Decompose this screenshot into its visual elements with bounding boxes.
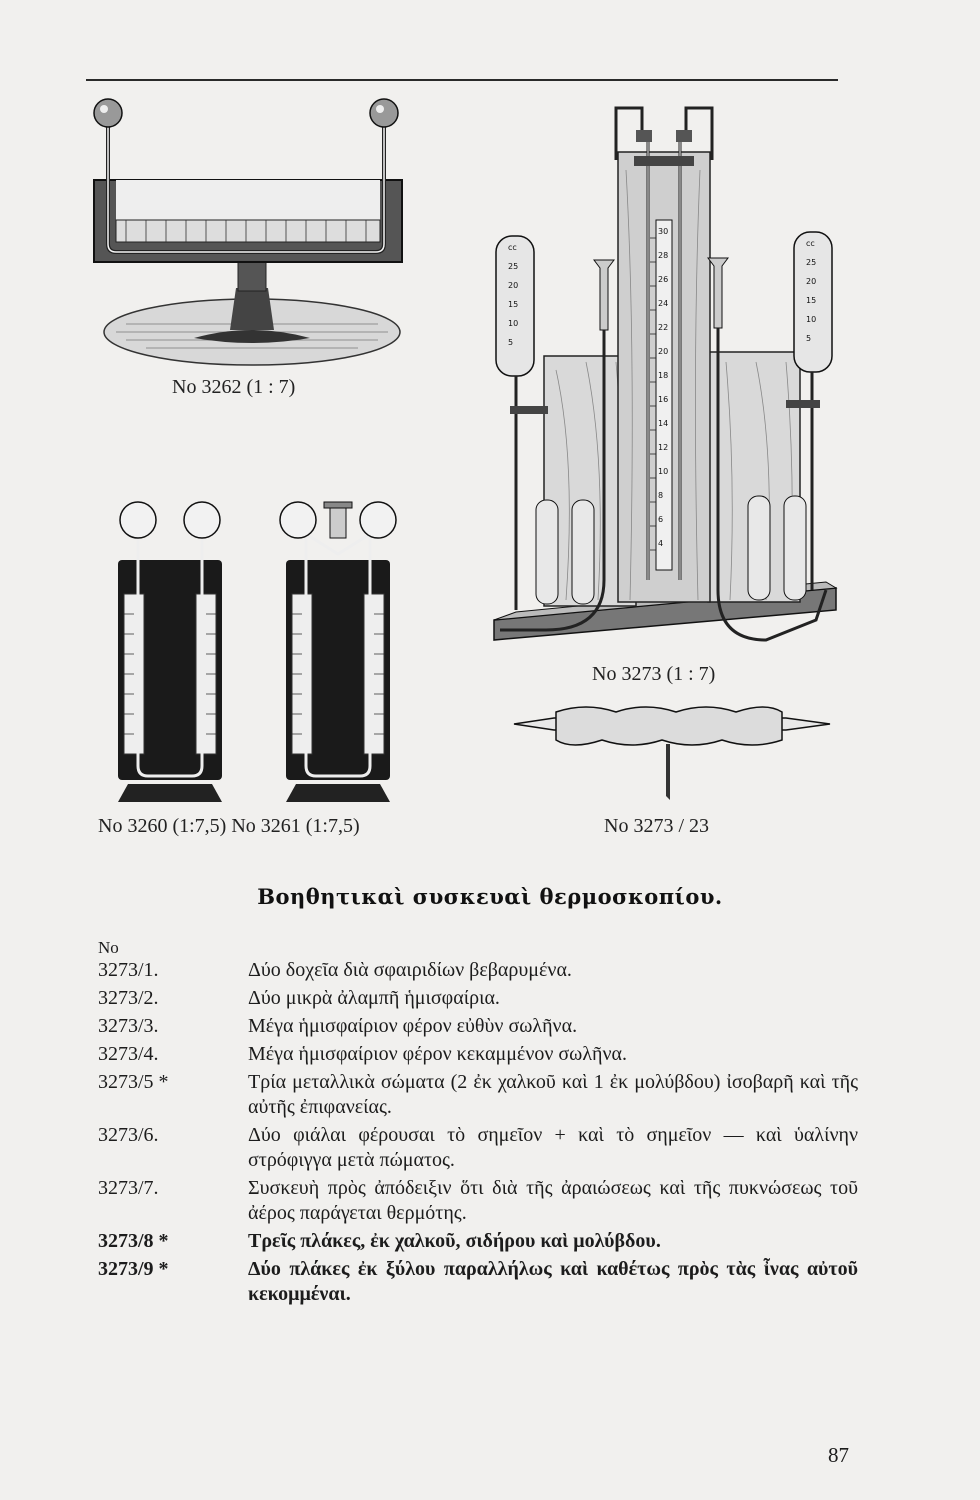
figure-3273-23-illustration [506,700,836,804]
list-item [98,958,858,983]
scale-label: 26 [658,275,669,284]
scale-label: 24 [658,299,669,308]
item-description: Τρία μεταλλικὰ σώματα (2 ἐκ χαλκοῦ καὶ 1 ἐκ μολύβδου) ἰσοβαρῆ καὶ τῆς αὐτῆς ἐπιφανείας. [248,1071,858,1118]
item-number: 3273/5 * [98,1071,169,1093]
scale-label: 16 [658,395,669,404]
section-heading: Βοηθητικαὶ συσκευαὶ θερμοσκοπίου. [257,884,723,909]
cylinder-mark: 5 [508,338,514,347]
scale-label: 6 [658,515,664,524]
caption-3260-3261: No 3260 (1:7,5) No 3261 (1:7,5) [98,815,360,837]
caption-3273: No 3273 (1 : 7) [592,663,716,685]
no-column-label: No [98,938,119,957]
cylinder-mark: 10 [806,315,817,324]
scale-label: 8 [658,491,664,500]
scale-label: 18 [658,371,669,380]
cylinder-mark: 20 [806,277,817,286]
cylinder-mark: cc [806,239,815,248]
item-number: 3273/8 * [98,1230,169,1252]
list-item [98,1070,858,1120]
list-item [98,1014,858,1039]
item-number: 3273/6. [98,1124,159,1146]
item-description: Μέγα ἡμισφαίριον φέρον εὐθὺν σωλῆνα. [248,1015,578,1037]
item-description: Τρεῖς πλάκες, ἐκ χαλκοῦ, σιδήρου καὶ μολύβδου. [248,1230,661,1252]
cylinder-mark: 5 [806,334,812,343]
figure-3260-illustration [104,494,234,806]
scale-label: 22 [658,323,669,332]
figure-3273-illustration [486,100,846,660]
list-item [98,986,858,1011]
caption-3262: No 3262 (1 : 7) [172,376,296,398]
item-description: Δύο δοχεῖα διὰ σφαιριδίων βεβαρυμένα. [248,959,572,981]
item-description: Μέγα ἡμισφαίριον φέρον κεκαμμένον σωλῆνα. [248,1043,628,1065]
scale-label: 30 [658,227,669,236]
scale-label: 20 [658,347,669,356]
list-item [98,1257,858,1307]
figure-3261-illustration [272,494,402,806]
item-number: 3273/7. [98,1177,159,1199]
cylinder-mark: 15 [806,296,817,305]
scale-label: 10 [658,467,669,476]
cylinder-mark: 15 [508,300,519,309]
item-description: Συσκευὴ πρὸς ἀπόδειξιν ὅτι διὰ τῆς ἀραιώσεως καὶ τῆς πυκνώσεως τοῦ ἀέρος παράγεται θερμότης. [248,1177,858,1224]
cylinder-mark: 25 [806,258,817,267]
scale-label: 4 [658,539,664,548]
list-item [98,1042,858,1067]
cylinder-mark: 20 [508,281,519,290]
cylinder-mark: cc [508,243,517,252]
item-description: Δύο μικρὰ ἀλαμπῆ ἡμισφαίρια. [248,987,500,1009]
page-number: 87 [828,1443,849,1467]
item-number: 3273/4. [98,1043,159,1065]
item-number: 3273/9 * [98,1258,169,1280]
top-rule [86,79,838,81]
scale-label: 28 [658,251,669,260]
item-number: 3273/1. [98,959,159,981]
scale-label: 12 [658,443,669,452]
item-number: 3273/3. [98,1015,159,1037]
scale-label: 14 [658,419,669,428]
item-number: 3273/2. [98,987,159,1009]
item-description: Δύο πλάκες ἐκ ξύλου παραλλήλως καὶ καθέτως πρὸς τὰς ἶνας αὐτοῦ κεκομμέναι. [248,1258,858,1305]
item-description: Δύο φιάλαι φέρουσαι τὸ σημεῖον + καὶ τὸ σημεῖον — καὶ ὑαλίνην στρόφιγγα μετὰ πώματος. [248,1124,858,1171]
cylinder-mark: 25 [508,262,519,271]
figure-3262-illustration [86,92,416,377]
list-item [98,1176,858,1226]
caption-3273-23: No 3273 / 23 [604,815,709,837]
list-item [98,1123,858,1173]
list-item [98,1229,858,1254]
cylinder-mark: 10 [508,319,519,328]
item-list [98,958,858,1310]
